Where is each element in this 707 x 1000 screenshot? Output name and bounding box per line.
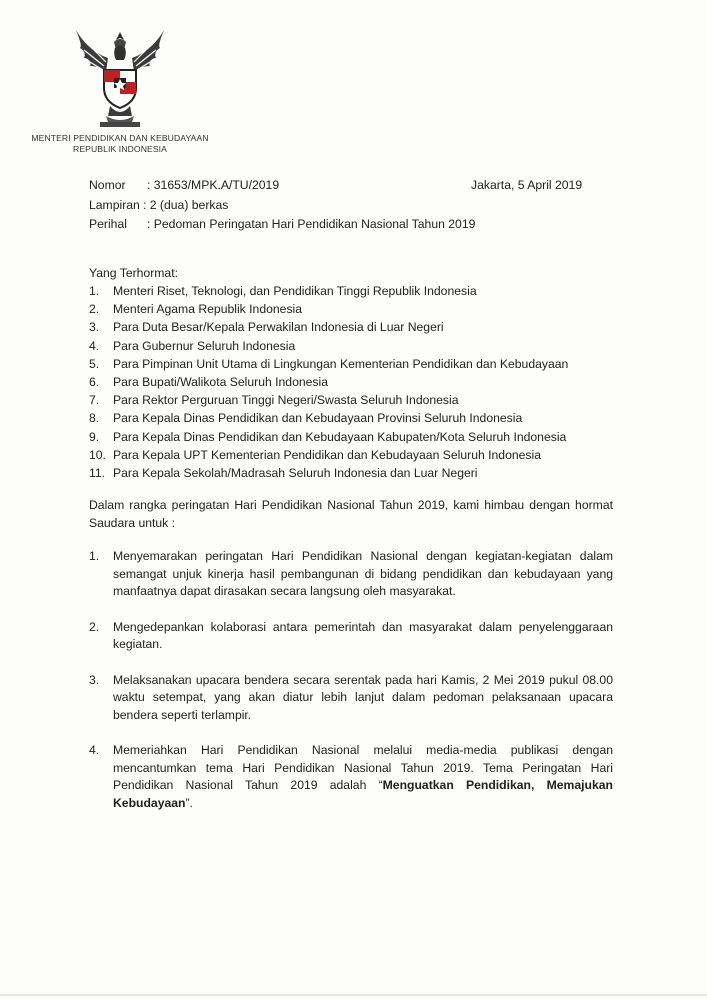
- list-item-number: 4.: [89, 338, 100, 353]
- list-item: [89, 446, 568, 464]
- nomor-label: Nomor: [89, 178, 126, 192]
- list-item-number: 2.: [89, 302, 100, 317]
- list-item-text: Para Kepala UPT Kementerian Pendidikan dan Kebudayaan Seluruh Indonesia: [113, 447, 541, 462]
- list-item-text: Para Bupati/Walikota Seluruh Indonesia: [113, 375, 328, 390]
- list-item: [89, 318, 568, 336]
- list-item-text: Para Pimpinan Unit Utama di Lingkungan Kementerian Pendidikan dan Kebudayaan: [113, 356, 569, 371]
- list-item-number: 10.: [89, 447, 106, 462]
- list-item-text: Mengedepankan kolaborasi antara pemerintah dan masyarakat dalam penyelenggaraan kegiatan.: [113, 619, 613, 651]
- lampiran-label: Lampiran: [89, 197, 140, 212]
- nomor-value: : 31653/MPK.A/TU/2019: [147, 178, 280, 192]
- list-item-number: 5.: [89, 356, 100, 371]
- list-item: [89, 548, 613, 601]
- intro-paragraph: Dalam rangka peringatan Hari Pendidikan Nasional Tahun 2019, kami himbau dengan hormat Saudara untuk :: [89, 498, 613, 530]
- list-item-number: 8.: [89, 411, 100, 426]
- list-item-text: Para Duta Besar/Kepala Perwakilan Indonesia di Luar Negeri: [113, 320, 444, 335]
- list-item-number: 6.: [89, 375, 100, 390]
- letter-meta: [89, 176, 475, 235]
- list-item: [89, 355, 568, 373]
- theme-closing-quote: ”.: [185, 795, 193, 810]
- list-item: [89, 337, 568, 355]
- recipient-list: [89, 282, 568, 482]
- list-item-text: Menteri Agama Republik Indonesia: [113, 302, 303, 317]
- list-item-text: Para Rektor Perguruan Tinggi Negeri/Swasta Seluruh Indonesia: [113, 393, 459, 408]
- lampiran-row: [89, 196, 475, 216]
- list-item: [89, 391, 568, 409]
- list-item: [89, 742, 613, 812]
- garuda-emblem-icon: [70, 28, 170, 130]
- list-item-text: Menyemarakan peringatan Hari Pendidikan Nasional dengan kegiatan-kegiatan dalam semangat unjuk kinerja hasil pembangunan di bidang pendidikan dan kebudayaan yang manfaatnya dapat dirasakan secara langsung oleh masyarakat.: [113, 549, 613, 598]
- ministry-letterhead: [10, 133, 230, 155]
- salutation: Yang Terhormat:: [89, 266, 178, 280]
- nomor-row: [89, 176, 475, 196]
- ministry-name: MENTERI PENDIDIKAN DAN KEBUDAYAAN: [31, 133, 209, 143]
- list-item: [89, 619, 613, 654]
- request-list: [89, 548, 613, 830]
- list-item: [89, 300, 568, 318]
- list-item-number: 3.: [89, 320, 100, 335]
- list-item-number: 4.: [89, 743, 100, 757]
- list-item-text: Menteri Riset, Teknologi, dan Pendidikan Tinggi Republik Indonesia: [113, 284, 477, 298]
- perihal-value: : Pedoman Peringatan Hari Pendidikan Nasional Tahun 2019: [147, 217, 476, 231]
- list-item-number: 1.: [89, 284, 100, 298]
- perihal-row: [89, 215, 475, 235]
- list-item-number: 3.: [89, 672, 100, 687]
- scan-edge-divider: [0, 994, 707, 996]
- list-item-text: Para Gubernur Seluruh Indonesia: [113, 338, 296, 353]
- list-item-text: Para Kepala Dinas Pendidikan dan Kebudayaan Kabupaten/Kota Seluruh Indonesia: [113, 429, 567, 444]
- theme-title: Menguatkan Pendidikan, Memajukan Kebudayaan: [113, 778, 613, 810]
- list-item-number: 1.: [89, 549, 100, 563]
- list-item: [89, 282, 568, 300]
- lampiran-value: : 2 (dua) berkas: [143, 197, 229, 212]
- letter-date: Jakarta, 5 April 2019: [471, 178, 583, 192]
- list-item-text: Melaksanakan upacara bendera secara serentak pada hari Kamis, 2 Mei 2019 pukul 08.00 waktu setempat, yang akan diatur lebih lanjut dalam pedoman pelaksanaan upacara bendera seperti terlampir.: [113, 672, 613, 722]
- list-item-text: [113, 742, 613, 812]
- ministry-country: REPUBLIK INDONESIA: [73, 144, 167, 154]
- list-item-number: 2.: [89, 619, 100, 634]
- list-item-text: Para Kepala Dinas Pendidikan dan Kebudayaan Provinsi Seluruh Indonesia: [113, 411, 523, 426]
- perihal-label: Perihal: [89, 217, 127, 231]
- list-item: [89, 373, 568, 391]
- list-item-number: 11.: [89, 466, 106, 481]
- list-item: [89, 464, 568, 482]
- list-item: [89, 672, 613, 725]
- list-item-number: 7.: [89, 393, 100, 408]
- theme-lead-text: Memeriahkan Hari Pendidikan Nasional melalui media-media publikasi dengan mencantumkan tema Hari Pendidikan Nasional Tahun 2019. Tema Peringatan Hari Pendidikan Nasional Tahun 2019 adalah “: [113, 743, 613, 792]
- list-item: [89, 428, 568, 446]
- list-item-text: Para Kepala Sekolah/Madrasah Seluruh Indonesia dan Luar Negeri: [113, 466, 478, 481]
- list-item-number: 9.: [89, 429, 100, 444]
- list-item: [89, 409, 568, 427]
